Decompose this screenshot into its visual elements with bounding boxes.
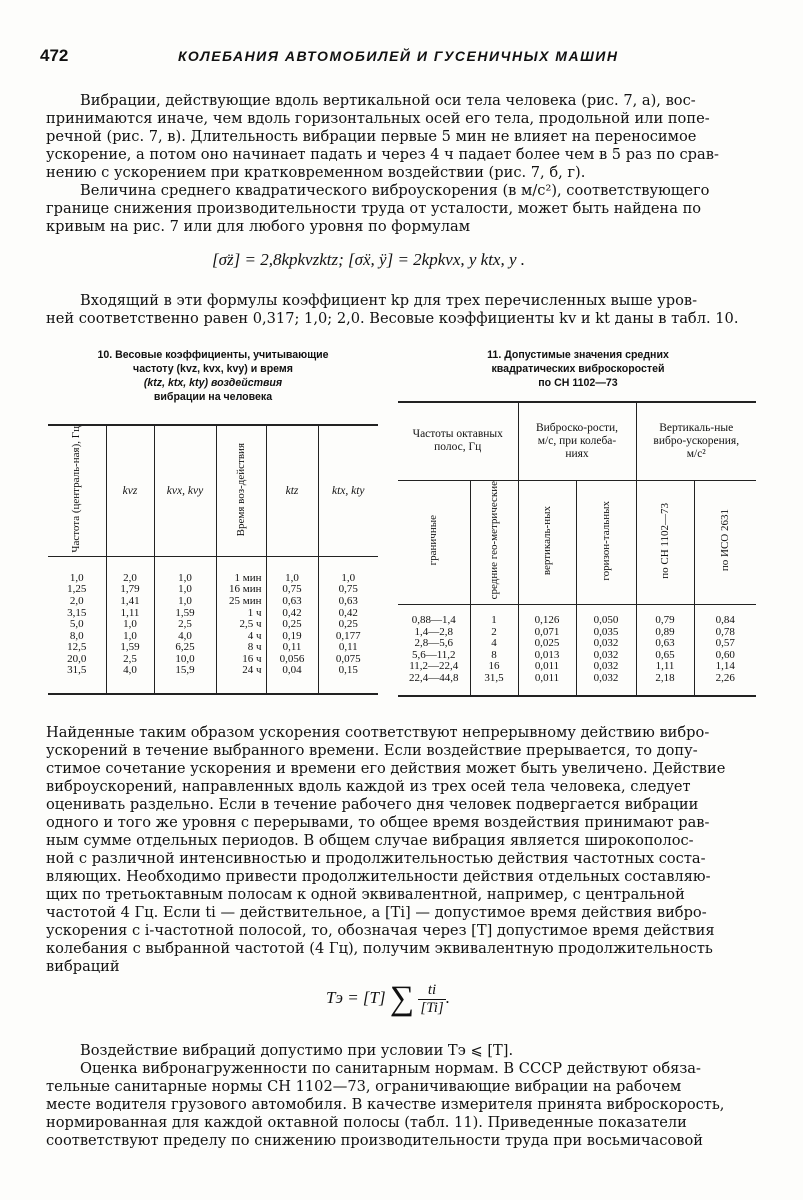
text-line: Вибрации, действующие вдоль вертикальной оси тела человека (рис. 7, а), вос- xyxy=(80,92,696,109)
table11-header-octave-bands: Частоты октавных полос, Гц xyxy=(398,402,518,480)
table11-header-sn-1102: по СН 1102—73 xyxy=(636,480,694,604)
formula-acceleration: [σz̈] = 2,8kpkvzktz; [σẍ, ÿ] = 2kpkvx, y ktx, y . xyxy=(212,250,526,269)
text-line: ней соответственно равен 0,317; 1,0; 2,0. Весовые коэффициенты kv и kt даны в табл. 10. xyxy=(46,310,739,327)
table10-col-frequency: 1,0 1,25 2,0 3,15 5,0 8,0 12,5 20,0 31,5 xyxy=(48,556,106,694)
table11-header-boundary: граничные xyxy=(398,480,470,604)
text-line: принимаются иначе, чем вдоль горизонтальных осей его тела, продольной или попе- xyxy=(46,110,710,127)
text-line: тельные санитарные нормы СН 1102—73, ограничивающие вибрации на рабочем xyxy=(46,1078,682,1095)
table11-col-vertical: 0,126 0,071 0,025 0,013 0,011 0,011 xyxy=(518,604,576,696)
paragraph-admissible-condition xyxy=(46,1042,753,1060)
paragraph-sanitary-norms xyxy=(46,1060,753,1150)
table11-col-boundary: 0,88—1,4 1,4—2,8 2,8—5,6 5,6—11,2 11,2—22,4 22,4—44,8 xyxy=(398,604,470,696)
text-line: ным сумме отдельных периодов. В общем случае вибрация является широкополос- xyxy=(46,832,694,849)
table10-header-exposure-time: Время воз-действия xyxy=(216,425,266,556)
text-line: щих по третьоктавным полосам к одной эквивалентной, например, с центральной xyxy=(46,886,685,903)
text-line: речной (рис. 7, в). Длительность вибрации первые 5 мин не влияет на переносимое xyxy=(46,128,697,145)
text-line: ной с различной интенсивностью и продолжительностью действия частотных соста- xyxy=(46,850,706,867)
paragraph-rms-acceleration xyxy=(46,182,753,236)
text-line: ускорения с i-частотной полосой, то, обозначая через [T] допустимое время действия xyxy=(46,922,715,939)
table10-header-ktx-kty: ktx, kty xyxy=(318,425,378,556)
table11-header-accelerations: Вертикаль-ные вибро-ускорения, м/с² xyxy=(636,402,756,480)
table10 xyxy=(48,424,378,695)
table11-caption: 11. Допустимые значения средних квадратических виброскоростей по СН 1102—73 xyxy=(487,349,669,389)
table11-col-iso-2631: 0,84 0,78 0,57 0,60 1,14 2,26 xyxy=(694,604,756,696)
formula-equivalent-time: Tэ = [T] ∑ $\frac{ti}{[Ti]}$ . xyxy=(326,980,450,1017)
text-line: Воздействие вибраций допустимо при условии Tэ ⩽ [T]. xyxy=(80,1042,514,1059)
table11-header-iso-2631: по ИСО 2631 xyxy=(694,480,756,604)
text-line: соответствуют пределу по снижению производительности труда при восьмичасовой xyxy=(46,1132,703,1149)
table10-col-kvx-kvy: 1,0 1,0 1,0 1,59 2,5 4,0 6,25 10,0 15,9 xyxy=(154,556,216,694)
text-line: кривым на рис. 7 или для любого уровня по формулам xyxy=(46,218,471,235)
text-line: Оценка вибронагруженности по санитарным нормам. В СССР действуют обяза- xyxy=(80,1060,701,1077)
text-line: ускорение, а потом оно начинает падать и через 4 ч падает более чем в 5 раз по срав- xyxy=(46,146,719,163)
table10-col-ktz: 1,0 0,75 0,63 0,42 0,25 0,19 0,11 0,056 0,04 xyxy=(266,556,318,694)
text-line: оценивать раздельно. Если в течение рабочего дня человек подвергается вибрации xyxy=(46,796,699,813)
paragraph-equivalent-duration xyxy=(46,724,753,976)
table11-header-velocities: Виброско-рости, м/с, при колеба-ниях xyxy=(518,402,636,480)
table11-col-horizontal: 0,050 0,035 0,032 0,032 0,032 0,032 xyxy=(576,604,636,696)
text-line: Входящий в эти формулы коэффициент kp для трех перечисленных выше уров- xyxy=(80,292,698,309)
text-line: месте водителя грузового автомобиля. В качестве измерителя принята виброскорость, xyxy=(46,1096,725,1113)
running-header xyxy=(40,46,760,70)
text-line: нению с ускорением при кратковременном воздействии (рис. 7, б, г). xyxy=(46,164,586,181)
table10-header-frequency: Частота (централь-ная), Гц xyxy=(48,425,106,556)
running-title: КОЛЕБАНИЯ АВТОМОБИЛЕЙ И ГУСЕНИЧНЫХ МАШИН xyxy=(178,48,619,64)
table10-col-kvz: 2,0 1,79 1,41 1,11 1,0 1,0 1,59 2,5 4,0 xyxy=(106,556,154,694)
table10-caption: 10. Весовые коэффициенты, учитывающие частоту (kvz, kvx, kvy) и время (ktz, ktx, kty) воздействия вибрации на человека xyxy=(97,349,329,403)
text-line: вибраций xyxy=(46,958,120,975)
table11-header-geometric-mean: средние гео-метрические xyxy=(470,480,518,604)
table10-col-exposure-time: 1 мин 16 мин 25 мин 1 ч 2,5 ч 4 ч 8 ч 16 ч 24 ч xyxy=(216,556,266,694)
table10-header-ktz: ktz xyxy=(266,425,318,556)
table10-header-kvz: kvz xyxy=(106,425,154,556)
text-line: вляющих. Необходимо привести продолжительности действия отдельных составляю- xyxy=(46,868,711,885)
text-line: границе снижения производительности труда от усталости, может быть найдена по xyxy=(46,200,702,217)
text-line: стимое сочетание ускорения и времени его действия может быть увеличено. Действие xyxy=(46,760,726,777)
paragraph-vibration-axes xyxy=(46,92,753,182)
paragraph-coefficients xyxy=(46,292,753,328)
table11-header-horizontal: горизон-тальных xyxy=(576,480,636,604)
table11-header-vertical: вертикаль-ных xyxy=(518,480,576,604)
page-number: 472 xyxy=(40,46,69,65)
text-line: частотой 4 Гц. Если ti — действительное, а [Ti] — допустимое время действия вибро- xyxy=(46,904,707,921)
text-line: одного и того же уровня с перерывами, то общее время воздействия принимают рав- xyxy=(46,814,710,831)
text-line: колебания с выбранной частотой (4 Гц), получим эквивалентную продолжительность xyxy=(46,940,713,957)
text-line: Найденные таким образом ускорения соответствуют непрерывному действию вибро- xyxy=(46,724,710,741)
table11-col-geometric-mean: 1 2 4 8 16 31,5 xyxy=(470,604,518,696)
text-line: виброускорений, направленных вдоль каждой из трех осей тела человека, следует xyxy=(46,778,691,795)
text-line: нормированная для каждой октавной полосы (табл. 11). Приведенные показатели xyxy=(46,1114,687,1131)
table10-header-kvx-kvy: kvx, kvy xyxy=(154,425,216,556)
text-line: ускорений в течение выбранного времени. Если воздействие прерывается, то допу- xyxy=(46,742,698,759)
text-line: Величина среднего квадратического виброускорения (в м/с²), соответствующего xyxy=(80,182,710,199)
table11 xyxy=(398,401,756,697)
table10-col-ktx-kty: 1,0 0,75 0,63 0,42 0,25 0,177 0,11 0,075 0,15 xyxy=(318,556,378,694)
table11-col-sn-1102: 0,79 0,89 0,63 0,65 1,11 2,18 xyxy=(636,604,694,696)
